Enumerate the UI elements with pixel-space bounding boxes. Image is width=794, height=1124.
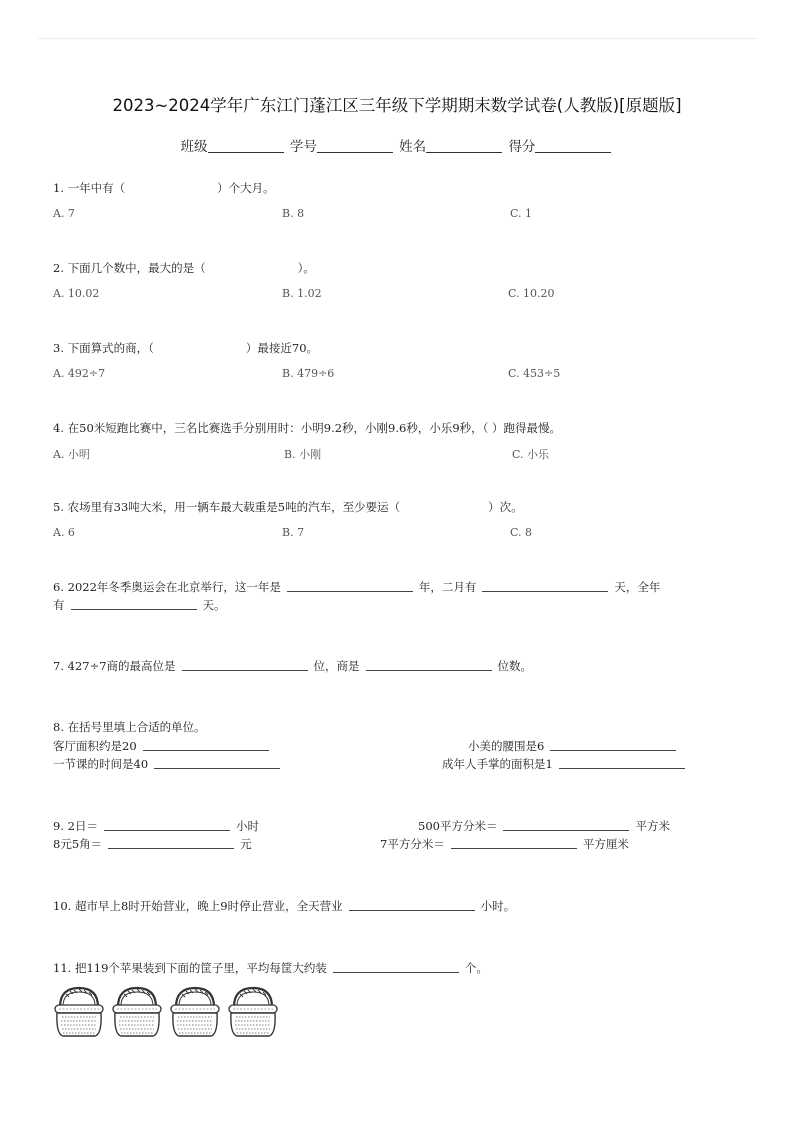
question-9-text-b: 500平方分米＝: [418, 819, 498, 833]
question-1-option-b[interactable]: B. 8: [282, 207, 305, 220]
question-6-text-c: 天，全年: [614, 580, 661, 594]
question-7-text-b: 位，商是: [313, 659, 360, 673]
question-2-option-b[interactable]: B. 1.02: [282, 287, 322, 300]
question-2-option-a[interactable]: A. 10.02: [53, 287, 100, 300]
question-3-option-a[interactable]: A. 492÷7: [53, 367, 106, 380]
class-label: 班级: [180, 139, 208, 155]
question-7: [53, 658, 532, 674]
question-10-text-a: 10. 超市早上8时开始营业，晚上9时停止营业，全天营业: [53, 899, 343, 913]
question-7-text-a: 7. 427÷7商的最高位是: [53, 659, 176, 673]
question-9-blank-c[interactable]: [108, 838, 234, 849]
question-6-text-a: 6. 2022年冬季奥运会在北京举行，这一年是: [53, 580, 281, 594]
name-blank[interactable]: [426, 140, 502, 153]
id-label: 学号: [289, 139, 317, 155]
basket-icon: [55, 988, 103, 1036]
question-9-item-a: [53, 818, 259, 834]
question-6-text-b: 年，二月有: [418, 580, 477, 594]
question-8-text-c: 一节课的时间是40: [53, 757, 149, 771]
question-1-text-b: ）个大月。: [217, 181, 275, 195]
id-blank[interactable]: [317, 140, 393, 153]
question-9-unit-c: 元: [240, 837, 252, 851]
question-9-unit-d: 平方厘米: [582, 837, 629, 851]
question-4: 4. 在50米短跑比赛中，三名比赛选手分别用时：小明9.2秒，小刚9.6秒，小乐9秒，（ ）跑得最慢。: [53, 421, 562, 435]
question-10-text-b: 小时。: [480, 899, 516, 913]
question-8-item-b: [468, 738, 682, 754]
question-5-option-b[interactable]: B. 7: [282, 526, 305, 539]
student-info-row: [0, 135, 794, 155]
question-7-blank-digits[interactable]: [366, 660, 492, 671]
question-3-text-b: ）最接近70。: [245, 341, 319, 355]
basket-icon: [113, 988, 161, 1036]
question-8-blank-d[interactable]: [559, 758, 685, 769]
class-blank[interactable]: [208, 140, 284, 153]
question-4-option-c[interactable]: C. 小乐: [512, 448, 550, 461]
question-3-option-b[interactable]: B. 479÷6: [282, 367, 335, 380]
question-9-text-a: 9. 2日＝: [53, 819, 98, 833]
question-9-item-d: [380, 836, 629, 852]
question-5-option-c[interactable]: C. 8: [510, 526, 533, 539]
question-3: [53, 340, 318, 356]
question-6-blank-feb-days[interactable]: [482, 581, 608, 592]
question-9-unit-a: 小时: [235, 819, 259, 833]
question-8-blank-b[interactable]: [550, 740, 676, 751]
question-3-text-a: 3. 下面算式的商，（: [53, 341, 154, 355]
question-9-blank-a[interactable]: [104, 820, 230, 831]
question-1-text-a: 1. 一年中有（: [53, 181, 126, 195]
question-7-text-c: 位数。: [497, 659, 533, 673]
question-11-text-a: 11. 把119个苹果装到下面的筐子里，平均每筐大约装: [53, 961, 327, 975]
question-8-blank-a[interactable]: [143, 740, 269, 751]
basket-icon: [229, 988, 277, 1036]
question-7-blank-highest-place[interactable]: [182, 660, 308, 671]
question-2-text-b: ）。: [297, 261, 315, 275]
question-5-text-b: ）次。: [488, 500, 523, 514]
basket-icon: [171, 988, 219, 1036]
question-8-item-c: [53, 756, 286, 772]
question-11-text-b: 个。: [464, 961, 488, 975]
question-1-option-a[interactable]: A. 7: [53, 207, 75, 220]
question-11: [53, 960, 488, 976]
question-8-text-a: 客厅面积约是20: [53, 739, 137, 753]
question-5-text-a: 5. 农场里有33吨大米，用一辆车最大载重是5吨的汽车，至少要运（: [53, 500, 401, 514]
question-4-option-b[interactable]: B. 小刚: [284, 448, 322, 461]
question-8-text-d: 成年人手掌的面积是1: [442, 757, 553, 771]
score-label: 得分: [508, 139, 536, 155]
question-1-option-c[interactable]: C. 1: [510, 207, 533, 220]
baskets-illustration: [53, 984, 293, 1040]
question-9-blank-d[interactable]: [451, 838, 577, 849]
score-blank[interactable]: [535, 140, 611, 153]
question-9-blank-b[interactable]: [503, 820, 629, 831]
question-5-option-a[interactable]: A. 6: [53, 526, 75, 539]
question-6-text-e: 天。: [202, 598, 226, 612]
name-label: 姓名: [399, 139, 427, 155]
question-8-text-b: 小美的腰围是6: [468, 739, 545, 753]
page-title: 2023~2024学年广东江门蓬江区三年级下学期期末数学试卷(人教版)[原题版]: [112, 96, 682, 115]
question-4-option-a[interactable]: A. 小明: [53, 448, 90, 461]
question-2-option-c[interactable]: C. 10.20: [508, 287, 555, 300]
question-11-blank[interactable]: [333, 962, 459, 973]
question-9-text-d: 7平方分米＝: [380, 837, 445, 851]
question-9-item-c: [53, 836, 252, 852]
question-1: [53, 180, 275, 196]
question-6-text-d: 有: [53, 598, 65, 612]
question-10-blank[interactable]: [349, 900, 475, 911]
question-8-item-d: [442, 756, 691, 772]
question-2: [53, 260, 315, 276]
question-6-line-1: [53, 579, 660, 595]
question-9-item-b: [418, 818, 670, 834]
top-divider: [38, 38, 758, 39]
question-6-blank-year-days[interactable]: [71, 599, 197, 610]
question-9-unit-b: 平方米: [635, 819, 670, 833]
question-8-item-a: [53, 738, 275, 754]
question-2-text-a: 2. 下面几个数中，最大的是（: [53, 261, 206, 275]
question-3-option-c[interactable]: C. 453÷5: [508, 367, 561, 380]
question-9-text-c: 8元5角＝: [53, 837, 103, 851]
question-6-blank-year[interactable]: [287, 581, 413, 592]
question-8-blank-c[interactable]: [154, 758, 280, 769]
question-5: [53, 499, 523, 515]
question-6-line-2: [53, 597, 226, 613]
question-10: [53, 898, 515, 914]
question-8-heading: 8. 在括号里填上合适的单位。: [53, 720, 206, 734]
